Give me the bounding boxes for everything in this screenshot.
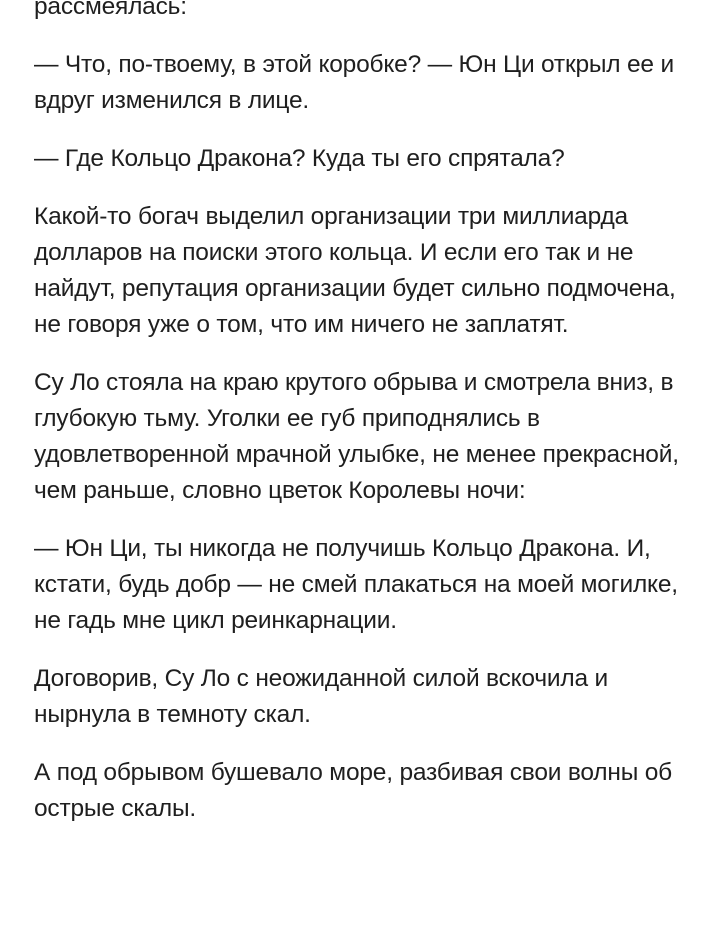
paragraph-5: Су Ло стояла на краю крутого обрыва и смотрела вниз, в глубокую тьму. Уголки ее губ приподнялись в удовлетворенной мрачной улыбке, не менее прекрасной, чем раньше, словно цветок Королевы ночи:	[34, 369, 679, 504]
paragraph-2: — Что, по-твоему, в этой коробке? — Юн Ци открыл ее и вдруг изменился в лице.	[34, 51, 674, 114]
text-page	[34, 0, 684, 849]
paragraph-7: Договорив, Су Ло с неожиданной силой вскочила и нырнула в темноту скал.	[34, 665, 608, 728]
paragraph-1: рассмеялась:	[34, 0, 187, 20]
paragraph-4: Какой-то богач выделил организации три миллиарда долларов на поиски этого кольца. И если его так и не найдут, репутация организации будет сильно подмочена, не говоря уже о том, что им ничего не заплатят.	[34, 203, 676, 338]
paragraph-6: — Юн Ци, ты никогда не получишь Кольцо Дракона. И, кстати, будь добр — не смей плакаться на моей могилке, не гадь мне цикл реинкарнации.	[34, 535, 678, 634]
paragraph-8: А под обрывом бушевало море, разбивая свои волны об острые скалы.	[34, 759, 672, 822]
paragraph-3: — Где Кольцо Дракона? Куда ты его спрятала?	[34, 145, 565, 172]
